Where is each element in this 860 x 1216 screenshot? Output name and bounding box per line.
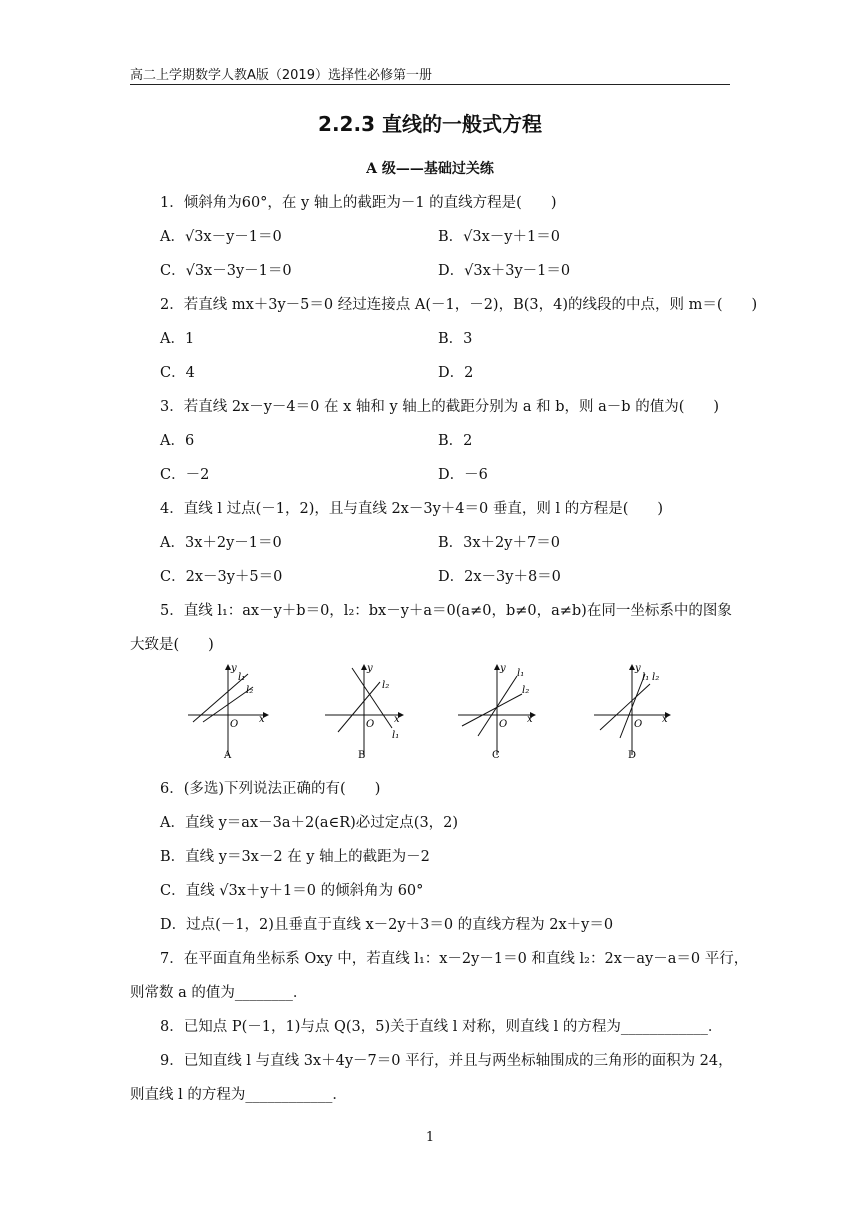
fig-d-x-label: x [662,714,668,725]
q3-option-c: C．－2 [160,467,210,483]
question-5: 5．直线 l₁：ax－y＋b＝0，l₂：bx－y＋a＝0(a≠0，b≠0，a≠b)在同一坐标系中的图象 [160,603,732,619]
fig-b-origin: O [366,719,375,730]
fig-c-l2: l₂ [522,685,530,696]
document-header: 高二上学期数学人教A版（2019）选择性必修第一册 [130,68,432,83]
fig-c-y-label: y [500,663,506,674]
figure-a [188,663,268,761]
question-9: 9．已知直线 l 与直线 3x＋4y－7＝0 平行，并且与两坐标轴围成的三角形的面积为 24， [160,1053,733,1069]
question-2: 2．若直线 mx＋3y－5＝0 经过连接点 A(－1，－2)，B(3，4)的线段的中点，则 m＝( ) [160,297,758,313]
q6-option-d: D．过点(－1，2)且垂直于直线 x－2y＋3＝0 的直线方程为 2x＋y＝0 [160,917,614,933]
q3-option-a: A．6 [160,433,195,449]
fig-b-l1: l₁ [392,730,400,741]
q4-option-c: C．2x－3y＋5＝0 [160,569,283,585]
figure-d [594,663,670,761]
q1-option-b: B．√3x－y＋1＝0 [438,229,560,245]
question-5-cont: 大致是( ) [130,637,214,653]
figure-caption-a: A [224,750,232,761]
q3-option-d: D．－6 [438,467,488,483]
fig-c-x-label: x [527,714,533,725]
fig-c-l1: l₁ [517,668,525,679]
q6-option-a: A．直线 y＝ax－3a＋2(a∈R)必过定点(3，2) [160,815,459,831]
header-rule [130,84,730,85]
fig-b-y-label: y [367,663,373,674]
q4-option-a: A．3x＋2y－1＝0 [160,535,282,551]
figure-caption-d: D [628,750,637,761]
question-1: 1．倾斜角为60°，在 y 轴上的截距为－1 的直线方程是( ) [160,195,557,211]
fig-d-l2: l₂ [652,672,660,683]
fig-a-l1: l₁ [238,672,246,683]
q4-option-d: D．2x－3y＋8＝0 [438,569,561,585]
question-4: 4．直线 l 过点(－1，2)，且与直线 2x－3y＋4＝0 垂直，则 l 的方程是( ) [160,501,664,517]
q2-option-d: D．2 [438,365,474,381]
page-number: 1 [425,1130,435,1145]
figure-c [458,663,535,761]
fig-a-y-label: y [231,663,237,674]
q2-option-a: A．1 [160,331,195,347]
q2-option-c: C．4 [160,365,195,381]
fig-a-l2: l₂ [246,685,254,696]
question-6: 6．(多选)下列说法正确的有( ) [160,781,381,797]
q1-option-a: A．√3x－y－1＝0 [160,229,282,245]
fig-c-origin: O [499,719,508,730]
fig-b-x-label: x [394,714,400,725]
fig-b-l2: l₂ [382,680,390,691]
q1-option-d: D．√3x＋3y－1＝0 [438,263,571,279]
q3-option-b: B．2 [438,433,473,449]
fig-a-x-label: x [259,714,265,725]
figure-caption-b: B [358,750,366,761]
q1-option-c: C．√3x－3y－1＝0 [160,263,292,279]
fig-d-origin: O [634,719,643,730]
question-7: 7．在平面直角坐标系 Oxy 中，若直线 l₁：x－2y－1＝0 和直线 l₂：2x－ay－a＝0 平行， [160,951,749,967]
fig-d-l1: l₁ [642,672,650,683]
question-7-cont: 则常数 a 的值为________． [130,985,308,1001]
figure-b [325,663,403,761]
question-3: 3．若直线 2x－y－4＝0 在 x 轴和 y 轴上的截距分别为 a 和 b，则 a－b 的值为( ) [160,399,720,415]
q2-option-b: B．3 [438,331,473,347]
q4-option-b: B．3x＋2y＋7＝0 [438,535,560,551]
question-9-cont: 则直线 l 的方程为____________． [130,1087,347,1103]
q6-option-b: B．直线 y＝3x－2 在 y 轴上的截距为－2 [160,849,430,865]
question-8: 8．已知点 P(－1，1)与点 Q(3，5)关于直线 l 对称，则直线 l 的方程为____________． [160,1019,723,1035]
level-heading: A 级——基础过关练 [366,161,494,177]
q5-figures [0,660,860,770]
fig-d-y-label: y [635,663,641,674]
section-title: 2.2.3 直线的一般式方程 [318,112,542,136]
fig-a-origin: O [230,719,239,730]
q6-option-c: C．直线 √3x＋y＋1＝0 的倾斜角为 60° [160,883,424,899]
figure-caption-c: C [492,750,500,761]
